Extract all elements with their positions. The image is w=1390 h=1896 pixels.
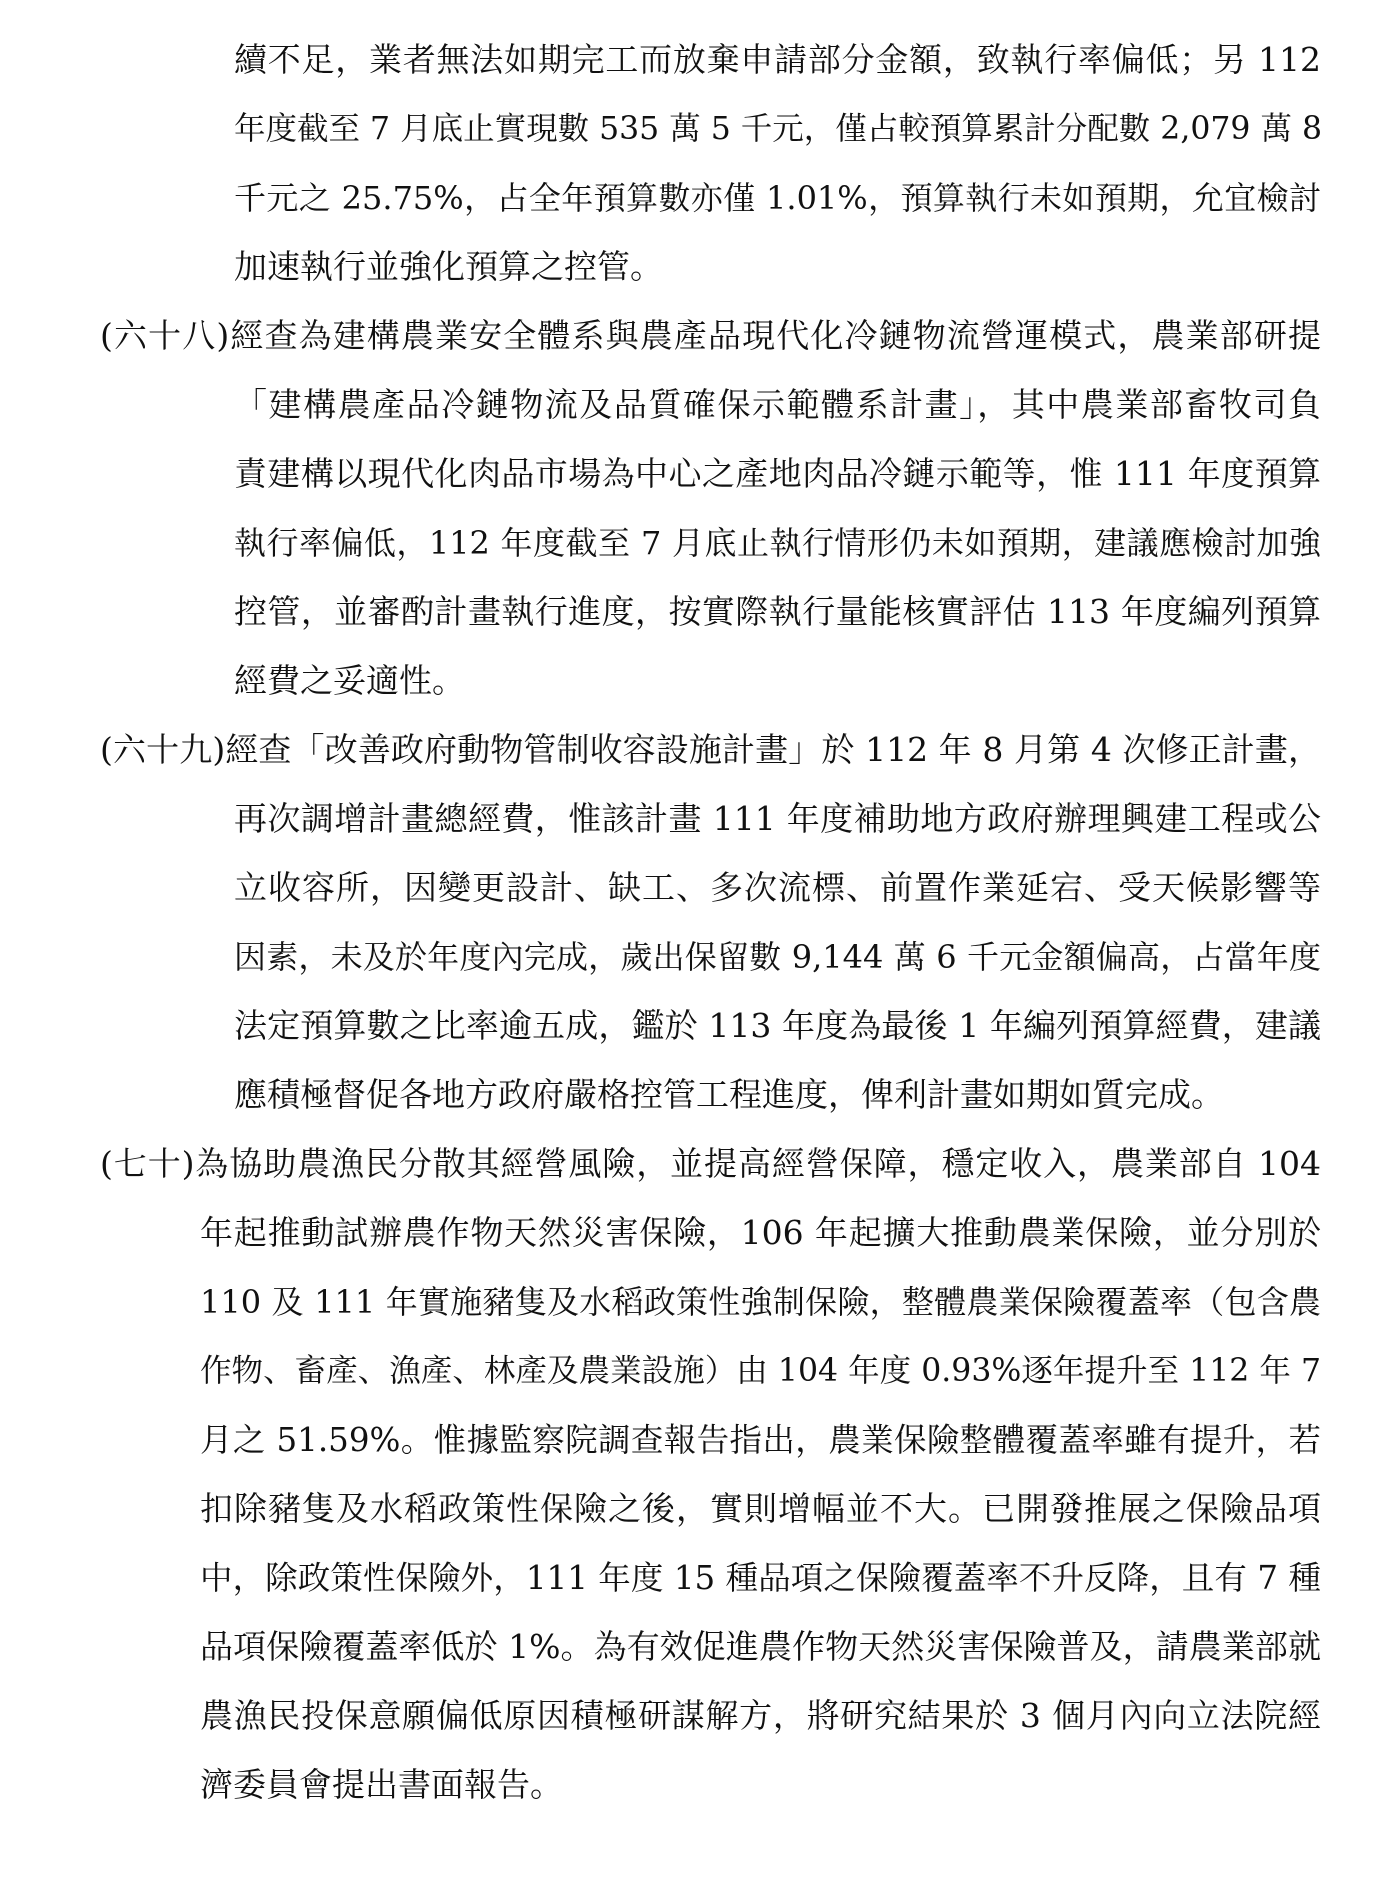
item-68-line-6: 經費之妥適性。 (234, 661, 465, 700)
item-68-line-1: (六十八)經查為建構農業安全體系與農產品現代化冷鏈物流營運模式，農業部研提 (100, 316, 1321, 355)
item-70-line-10: 濟委員會提出書面報告。 (200, 1765, 563, 1804)
item-70-line-1: (七十)為協助農漁民分散其經營風險，並提高經營保障，穩定收入，農業部自 104 (100, 1144, 1321, 1183)
continuation-line-4: 加速執行並強化預算之控管。 (234, 247, 663, 286)
item-68-line-4: 執行率偏低，112 年度截至 7 月底止執行情形仍未如預期，建議應檢討加強 (234, 524, 1321, 562)
item-70-line-7: 中，除政策性保險外，111 年度 15 種品項之保險覆蓋率不升反降，且有 7 種 (200, 1559, 1321, 1597)
item-70-line-5: 月之 51.59%。惟據監察院調查報告指出，農業保險整體覆蓋率雖有提升，若 (200, 1421, 1321, 1459)
item-70-line-4: 作物、畜產、漁產、林產及農業設施）由 104 年度 0.93%逐年提升至 112 年 7 (200, 1353, 1321, 1389)
item-69-line-6: 應積極督促各地方政府嚴格控管工程進度，俾利計畫如期如質完成。 (234, 1075, 1224, 1114)
continuation-line-3: 千元之 25.75%，占全年預算數亦僅 1.01%，預算執行未如預期，允宜檢討 (234, 179, 1321, 217)
item-69-line-5: 法定預算數之比率逾五成，鑑於 113 年度為最後 1 年編列預算經費，建議 (234, 1006, 1321, 1045)
item-68-line-3: 責建構以現代化肉品市場為中心之產地肉品冷鏈示範等，惟 111 年度預算 (234, 454, 1321, 493)
item-68-line-5: 控管，並審酌計畫執行進度，按實際執行量能核實評估 113 年度編列預算 (234, 592, 1321, 631)
item-69-line-3: 立收容所，因變更設計、缺工、多次流標、前置作業延宕、受天候影響等 (234, 868, 1321, 907)
item-70-line-2: 年起推動試辦農作物天然災害保險，106 年起擴大推動農業保險，並分別於 (200, 1213, 1321, 1252)
continuation-line-1: 續不足，業者無法如期完工而放棄申請部分金額，致執行率偏低；另 112 (234, 40, 1321, 79)
item-70-line-6: 扣除豬隻及水稻政策性保險之後，實則增幅並不大。已開發推展之保險品項 (200, 1489, 1321, 1528)
item-69-line-1: (六十九)經查「改善政府動物管制收容設施計畫」於 112 年 8 月第 4 次修正計畫， (100, 730, 1321, 769)
item-69-line-2: 再次調增計畫總經費，惟該計畫 111 年度補助地方政府辦理興建工程或公 (234, 799, 1321, 838)
item-69-line-4: 因素，未及於年度內完成，歲出保留數 9,144 萬 6 千元金額偏高，占當年度 (234, 938, 1321, 976)
item-70-line-3: 110 及 111 年實施豬隻及水稻政策性強制保險，整體農業保險覆蓋率（包含農 (200, 1283, 1321, 1321)
continuation-line-2: 年度截至 7 月底止實現數 535 萬 5 千元，僅占較預算累計分配數 2,079 萬 8 (234, 111, 1323, 147)
item-68-line-2: 「建構農產品冷鏈物流及品質確保示範體系計畫」，其中農業部畜牧司負 (234, 385, 1321, 424)
item-70-line-8: 品項保險覆蓋率低於 1%。為有效促進農作物天然災害保險普及，請農業部就 (200, 1627, 1321, 1666)
item-70-line-9: 農漁民投保意願偏低原因積極研謀解方，將研究結果於 3 個月內向立法院經 (200, 1696, 1321, 1735)
